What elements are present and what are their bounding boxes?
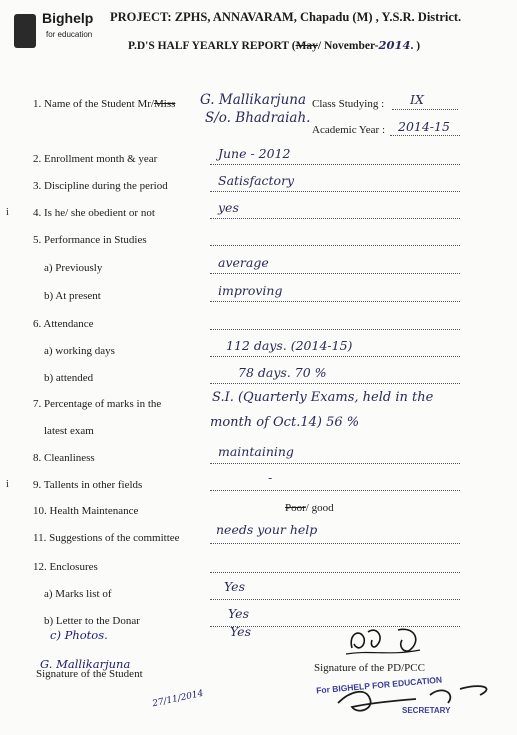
- letter-value: Yes: [228, 606, 249, 621]
- academic-year-label: Academic Year :: [312, 124, 386, 136]
- suggestions-label: 11. Suggestions of the committee: [33, 532, 180, 544]
- attended-value: 78 days. 70 %: [238, 365, 327, 380]
- previously-label: a) Previously: [44, 262, 103, 274]
- cleanliness-label: 8. Cleanliness: [33, 452, 95, 464]
- obedient-label: 4. Is he/ she obedient or not: [33, 207, 155, 219]
- performance-dotted-line: [210, 245, 460, 246]
- working-days-value: 112 days. (2014-15): [226, 338, 353, 353]
- cleanliness-dotted-line: [210, 463, 460, 464]
- student-name-value: G. Mallikarjuna: [200, 92, 307, 108]
- working-days-dotted-line: [210, 356, 460, 357]
- present-dotted-line: [210, 301, 460, 302]
- student-signature: G. Mallikarjuna: [40, 657, 131, 671]
- academic-year-dotted-line: [390, 135, 460, 136]
- talents-label: 9. Tallents in other fields: [33, 479, 143, 491]
- performance-label: 5. Performance in Studies: [33, 234, 147, 246]
- enrollment-value: June - 2012: [218, 146, 291, 161]
- father-name-value: S/o. Bhadraiah.: [205, 110, 311, 126]
- working-days-label: a) working days: [44, 345, 115, 357]
- logo-subtitle: for education: [46, 30, 93, 39]
- attendance-dotted-line: [210, 329, 460, 330]
- discipline-dotted-line: [210, 191, 460, 192]
- suggestions-value: needs your help: [216, 522, 318, 537]
- talents-dotted-line: [210, 490, 460, 491]
- previously-value: average: [218, 255, 269, 270]
- letter-label: b) Letter to the Donar: [44, 615, 140, 627]
- pd-signature-label: Signature of the PD/PCC: [314, 662, 425, 674]
- previously-dotted-line: [210, 273, 460, 274]
- student-signature-date: 27/11/2014: [151, 688, 205, 710]
- enrollment-dotted-line: [210, 164, 460, 165]
- health-label: 10. Health Maintenance: [33, 505, 139, 517]
- talents-value: -: [268, 470, 273, 485]
- photos-value: Yes: [230, 624, 251, 639]
- bighelp-logo-icon: [14, 14, 36, 48]
- margin-mark: i: [6, 479, 9, 490]
- logo-name: Bighelp: [42, 10, 94, 26]
- cleanliness-value: maintaining: [218, 444, 294, 459]
- academic-year-value: 2014-15: [398, 119, 450, 134]
- discipline-value: Satisfactory: [218, 173, 295, 188]
- stamp-secretary: SECRETARY: [402, 706, 451, 715]
- marks-list-label: a) Marks list of: [44, 588, 112, 600]
- student-name-label: 1. Name of the Student Mr/Miss: [33, 98, 176, 110]
- project-title: PROJECT: ZPHS, ANNAVARAM, Chapadu (M) , Y.S.R. District.: [110, 10, 462, 24]
- margin-mark: i: [6, 207, 9, 218]
- enrollment-label: 2. Enrollment month & year: [33, 153, 158, 165]
- class-dotted-line: [392, 109, 458, 110]
- percentage-value-line1: S.I. (Quarterly Exams, held in the: [212, 390, 434, 405]
- attended-label: b) attended: [44, 372, 94, 384]
- marks-list-dotted-line: [210, 599, 460, 600]
- percentage-value-line2: month of Oct.14) 56 %: [210, 415, 360, 430]
- present-label: b) At present: [44, 290, 101, 302]
- latest-exam-label: latest exam: [44, 425, 94, 437]
- present-value: improving: [218, 283, 283, 298]
- health-value: Poor/ good: [285, 502, 334, 514]
- discipline-label: 3. Discipline during the period: [33, 180, 168, 192]
- attended-dotted-line: [210, 383, 460, 384]
- class-label: Class Studying :: [312, 98, 385, 110]
- enclosures-label: 12. Enclosures: [33, 561, 98, 573]
- enclosures-dotted-line: [210, 572, 460, 573]
- percentage-label: 7. Percentage of marks in the: [33, 398, 162, 410]
- student-signature-label: Signature of the Student: [36, 668, 143, 680]
- suggestions-dotted-line: [210, 543, 460, 544]
- obedient-dotted-line: [210, 218, 460, 219]
- report-title: P.D'S HALF YEARLY REPORT (May/ November-2014. ): [128, 38, 421, 52]
- class-value: IX: [410, 92, 424, 107]
- stamp-organization: For BIGHELP FOR EDUCATION: [315, 674, 443, 696]
- attendance-label: 6. Attendance: [33, 318, 94, 330]
- photos-label: c) Photos.: [50, 628, 108, 642]
- obedient-value: yes: [218, 200, 239, 215]
- marks-list-value: Yes: [224, 579, 245, 594]
